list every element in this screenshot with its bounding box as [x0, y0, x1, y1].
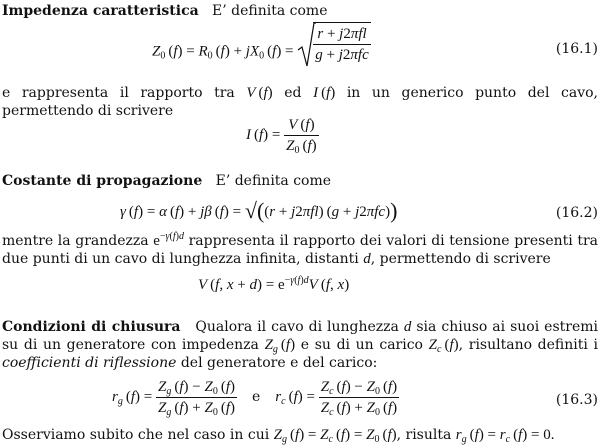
- closure-final-text-1: Osserviamo subito che nel caso in cui: [2, 427, 270, 443]
- impedance-heading-line: [2, 2, 598, 20]
- equation-number-16-1: (16.1): [555, 41, 598, 57]
- impedance-intro: E’ definita come: [212, 3, 328, 19]
- equation-current: [0, 116, 600, 156]
- closure-final-line: Osserviamo subito che nel caso in cui $Z_g$ $(f) = Z_c$ $(f) = Z_0$ (f), risulta $r_g$ $(f) = r_c$ (f) = 0.: [2, 427, 555, 445]
- voltage-formula: V (f, $x + d) = e^{-\gamma(f)d}V$ (f, x): [198, 275, 350, 293]
- current-formula: I (f) = $\frac{V (f)}{Z_0 (f)}$: [246, 117, 317, 156]
- closure-text-1: Qualora il cavo di lunghezza: [195, 319, 399, 335]
- propagation-heading: Costante di propagazione: [2, 173, 203, 189]
- propagation-formula: γ (f) = α (f) + jβ (f) = √((r + j2πfl) (g + j2πfc)): [120, 198, 398, 223]
- closure-heading: Condizioni di chiusura: [2, 319, 181, 335]
- square-root: $\frac{\text{r + j2πfl}}{\text{g + j2πfc}}$: [297, 22, 419, 66]
- impedance-text-2: ed: [284, 85, 302, 101]
- propagation-heading-line: [2, 172, 598, 190]
- propagation-paragraph: mentre la grandezza $e^{-\gamma(f)d}$ rappresenta il rapporto dei valori di tensione presenti tra due punti di un cavo di lunghezza infinita, distanti d, permettendo di scrivere: [2, 231, 599, 267]
- closure-text-4: , risultano definiti i: [458, 337, 599, 353]
- propagation-text-1: mentre la grandezza: [2, 233, 149, 249]
- impedance-text-3: in un generico punto del cavo, permettendo di scrivere: [2, 85, 598, 119]
- reflection-formula: $r_g$ (f) = $\frac{Z_g (f) - Z_0 (f)}{Z_g (f) + Z_0 (f)}$ e $r_c$ (f) = $\frac{Z_c (f) - Z_0 (f)}{Z_c (f) + Z_0 (f)}$: [112, 379, 398, 418]
- closure-paragraph: Condizioni di chiusura Qualora il cavo di lunghezza d sia chiuso ai suoi estremi su di un generatore con impedenza $Z_g$ (f) e su di un carico $Z_c$ (f), risultano definiti i coefficienti di riflessione del generatore e del carico:: [2, 319, 599, 371]
- closure-text-3: e su di un carico: [300, 337, 423, 353]
- equation-voltage: [0, 276, 600, 298]
- impedance-text-1: e rappresenta il rapporto tra: [2, 85, 235, 101]
- equation-16-3: [0, 378, 600, 422]
- equation-16-2: [0, 200, 600, 222]
- equation-16-1: [0, 28, 600, 78]
- propagation-intro: E’ definita come: [215, 173, 332, 189]
- propagation-text-3: , permettendo di scrivere: [370, 251, 551, 267]
- equation-number-16-3: (16.3): [555, 392, 598, 408]
- impedance-paragraph: e rappresenta il rapporto tra V (f) ed I (f) in un generico punto del cavo, permettendo di scrivere: [2, 85, 598, 119]
- closure-final-text-2: , risulta: [396, 427, 452, 443]
- propagation-text-2: rappresenta il rapporto dei valori di tensione presenti tra due punti di un cavo di lunghezza infinita, distanti: [2, 233, 599, 267]
- closure-text-5: del generatore e del carico:: [180, 355, 378, 371]
- equation-number-16-2: (16.2): [555, 205, 598, 221]
- closure-emphasis: coefficienti di riflessione: [2, 355, 177, 371]
- impedance-formula: $Z_0$ $(f) = R_0$ $(f) + jX_0$ (f) = $\frac{\text{r + j2πfl}}{\text{g + j2πfc}}$: [152, 38, 419, 66]
- equation-conjunction: e: [251, 388, 261, 405]
- impedance-heading: Impedenza caratteristica: [2, 3, 199, 19]
- closure-text-2: sia chiuso ai suoi estremi su di un generatore con impedenza: [2, 319, 599, 353]
